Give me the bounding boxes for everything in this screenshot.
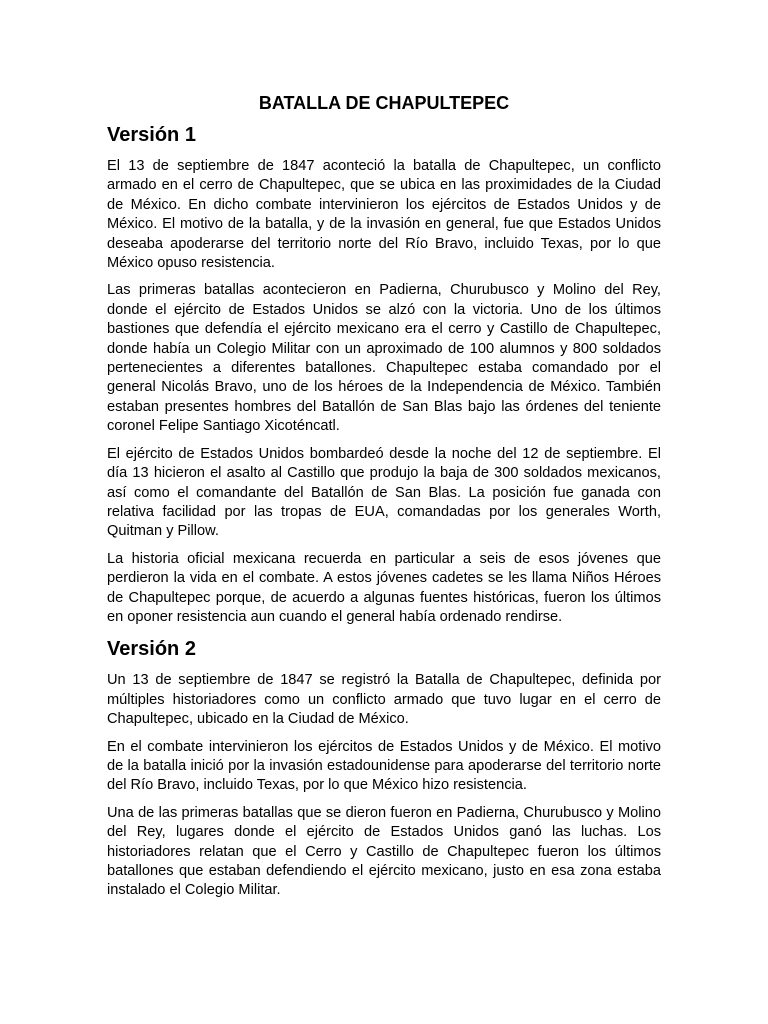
paragraph: Una de las primeras batallas que se dieron fueron en Padierna, Churubusco y Molino del Rey, lugares donde el ejército de Estados Unidos ganó las luchas. Los historiadores relatan que el Cerro y Castillo de Chapultepec fueron los últimos batallones que estaban defendiendo el ejército mexicano, justo en esa zona estaba instalado el Colegio Militar. (107, 804, 661, 899)
section-heading-version-2: Versión 2 (107, 638, 196, 661)
document-page (107, 92, 661, 909)
paragraph: El ejército de Estados Unidos bombardeó desde la noche del 12 de septiembre. El día 13 hicieron el asalto al Castillo que produjo la baja de 300 soldados mexicanos, así como el comandante del Batallón de San Blas. La posición fue ganada con relativa facilidad por las tropas de EUA, comandadas por los generales Worth, Quitman y Pillow. (107, 445, 661, 540)
section-heading-version-1: Versión 1 (107, 124, 196, 146)
document-title: BATALLA DE CHAPULTEPEC (258, 93, 510, 113)
paragraph: En el combate intervinieron los ejércitos de Estados Unidos y de México. El motivo de la batalla inició por la invasión estadounidense para apoderarse del territorio norte del Río Bravo, incluido Texas, por lo que México hizo resistencia. (107, 738, 661, 794)
paragraph: El 13 de septiembre de 1847 aconteció la batalla de Chapultepec, un conflicto armado en el cerro de Chapultepec, que se ubica en las proximidades de la Ciudad de México. En dicho combate intervinieron los ejércitos de Estados Unidos y de México. El motivo de la batalla, y de la invasión en general, fue que Estados Unidos deseaba apoderarse del territorio norte del Río Bravo, incluido Texas, por lo que México opuso resistencia. (107, 158, 661, 272)
paragraph: Las primeras batallas acontecieron en Padierna, Churubusco y Molino del Rey, donde el ejército de Estados Unidos se alzó con la victoria. Uno de los últimos bastiones que defendía el ejército mexicano era el cerro y Castillo de Chapultepec, donde había un Colegio Militar con un aproximado de 100 alumnos y 800 soldados pertenecientes a diferentes batallones. Chapultepec estaba comandado por el general Nicolás Bravo, uno de los héroes de la Independencia de México. También estaban presentes hombres del Batallón de San Blas bajo las órdenes del teniente coronel Felipe Santiago Xicoténcatl. (107, 282, 661, 435)
paragraph: Un 13 de septiembre de 1847 se registró la Batalla de Chapultepec, definida por múltiples historiadores como un conflicto armado que tuvo lugar en el cerro de Chapultepec, ubicado en la Ciudad de México. (107, 672, 661, 728)
paragraph: La historia oficial mexicana recuerda en particular a seis de esos jóvenes que perdieron la vida en el combate. A estos jóvenes cadetes se les llama Niños Héroes de Chapultepec porque, de acuerdo a algunas fuentes históricas, fueron los últimos en oponer resistencia aun cuando el general había ordenado rendirse. (107, 550, 661, 625)
